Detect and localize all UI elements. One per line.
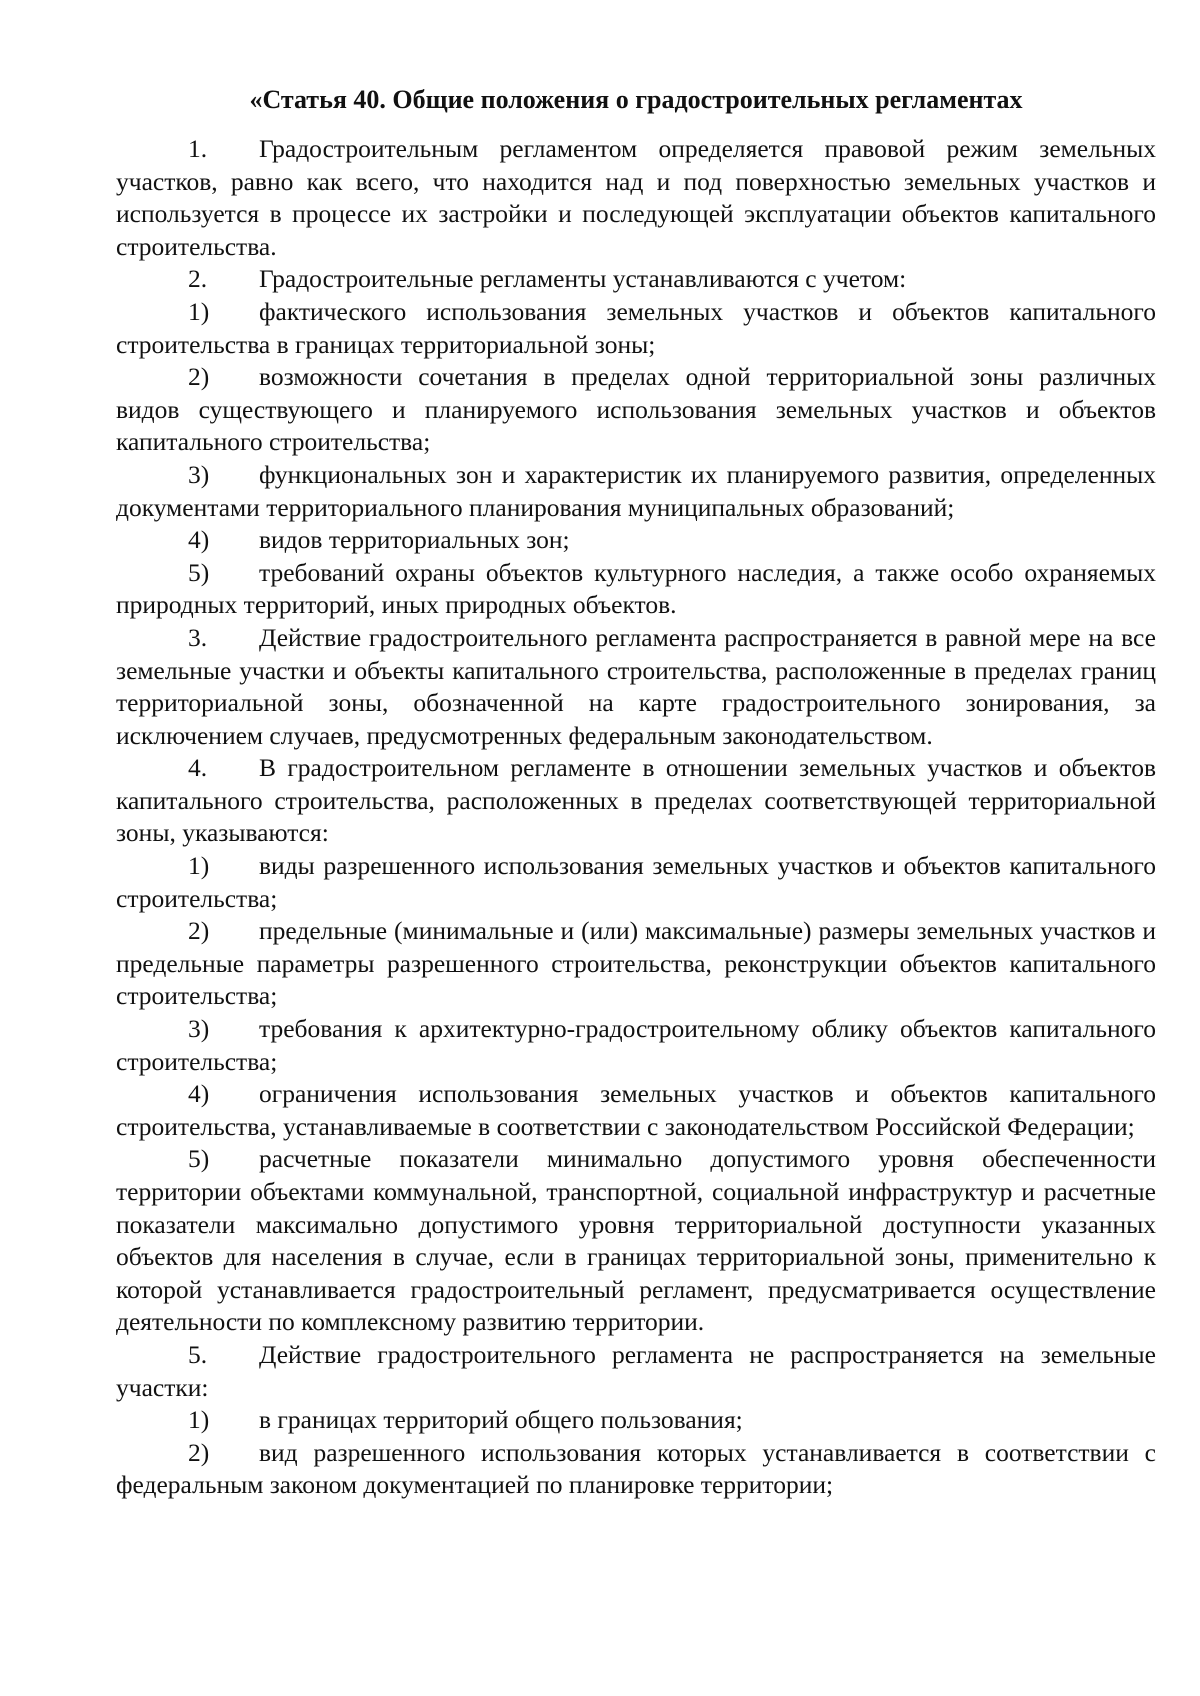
list-item-number: 2) [188, 916, 210, 946]
paragraph-number: 4. [188, 753, 208, 783]
list-item [116, 1078, 1156, 1143]
paragraph-text: В градостроительном регламенте в отношении земельных участков и объектов капитального строительства, расположенных в пределах соответствующей территориальной зоны, указываются: [116, 753, 1156, 848]
paragraph-number: 1. [188, 134, 208, 163]
list-item-number: 5) [188, 1144, 210, 1174]
list-item-number: 2) [188, 1437, 210, 1467]
list-item-text: функциональных зон и характеристик их планируемого развития, определенных документами территориального планирования муниципальных образований; [116, 459, 1156, 522]
article-body [116, 133, 1156, 1502]
paragraph [116, 263, 1156, 296]
list-item-text: требований охраны объектов культурного наследия, а также особо охраняемых природных территорий, иных природных объектов. [116, 557, 1156, 620]
list-item-number: 1) [188, 1405, 210, 1435]
list-item-number: 4) [188, 525, 210, 555]
paragraph-text: Градостроительным регламентом определяется правовой режим земельных участков, равно как всего, что находится над и под поверхностью земельных участков и используется в процессе их застройки и последующей эксплуатации объектов капитального строительства. [116, 134, 1156, 261]
list-item [116, 1143, 1156, 1339]
list-item-text: расчетные показатели минимально допустимого уровня обеспеченности территории объектами коммунальной, транспортной, социальной инфраструктур и расчетные показатели максимально допустимого уровня территориальной доступности указанных объектов для населения в случае, если в границах территориальной зоны, применительно к которой устанавливается градостроительный регламент, предусматривается осуществление деятельности по комплексному развитию территории. [116, 1144, 1156, 1337]
list-item-text: ограничения использования земельных участков и объектов капитального строительства, устанавливаемые в соответствии с законодательством Российской Федерации; [116, 1079, 1156, 1141]
list-item [116, 296, 1156, 361]
list-item-number: 1) [188, 296, 210, 326]
paragraph [116, 622, 1156, 752]
list-item [116, 915, 1156, 1013]
paragraph-text: Действие градостроительного регламента не распространяется на земельные участки: [116, 1339, 1156, 1402]
list-item-text: вид разрешенного использования которых устанавливается в соответствии с федеральным законом документацией по планировке территории; [116, 1437, 1156, 1500]
list-item [116, 524, 1156, 557]
paragraph-text: Действие градостроительного регламента распространяется в равной мере на все земельные участки и объекты капитального строительства, расположенные в пределах границ территориальной зоны, обозначенной на карте градостроительного зонирования, за исключением случаев, предусмотренных федеральным законодательством. [116, 622, 1156, 750]
list-item [116, 361, 1156, 459]
paragraph-number: 2. [188, 264, 208, 294]
list-item-text: видов территориальных зон; [259, 525, 570, 555]
paragraph [116, 752, 1156, 850]
list-item-number: 1) [188, 851, 210, 881]
paragraph-number: 3. [188, 622, 208, 652]
list-item-number: 3) [188, 459, 210, 489]
list-item [116, 1437, 1156, 1502]
list-item [116, 557, 1156, 622]
list-item-text: виды разрешенного использования земельных участков и объектов капитального строительства; [116, 851, 1156, 913]
list-item [116, 1013, 1156, 1078]
paragraph [116, 1339, 1156, 1404]
list-item [116, 850, 1156, 915]
list-item-text: требования к архитектурно-градостроительному облику объектов капитального строительства; [116, 1014, 1156, 1076]
paragraph [116, 133, 1156, 263]
list-item-number: 3) [188, 1014, 210, 1044]
list-item-text: предельные (минимальные и (или) максимальные) размеры земельных участков и предельные параметры разрешенного строительства, реконструкции объектов капитального строительства; [116, 916, 1156, 1011]
paragraph-text: Градостроительные регламенты устанавливаются с учетом: [259, 264, 907, 294]
paragraph-number: 5. [188, 1339, 208, 1369]
list-item-number: 5) [188, 557, 210, 587]
list-item [116, 1404, 1156, 1437]
list-item-text: в границах территорий общего пользования; [259, 1405, 743, 1435]
article-title: «Статья 40. Общие положения о градостроительных регламентах [249, 85, 1023, 114]
list-item-number: 2) [188, 362, 210, 392]
list-item-text: возможности сочетания в пределах одной территориальной зоны различных видов существующего и планируемого использования земельных участков и объектов капитального строительства; [116, 362, 1156, 457]
list-item-number: 4) [188, 1079, 210, 1109]
list-item [116, 459, 1156, 524]
list-item-text: фактического использования земельных участков и объектов капитального строительства в границах территориальной зоны; [116, 296, 1156, 359]
